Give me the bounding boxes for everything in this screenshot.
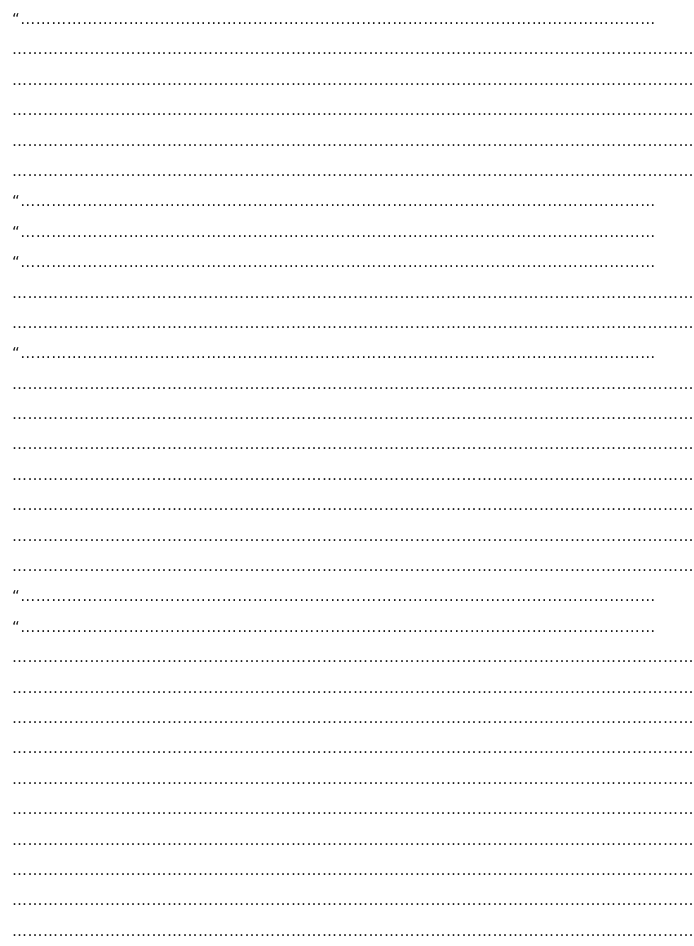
text-line: …………………………………………………………………………………………………………………… — [12, 860, 694, 879]
text-line: …………………………………………………………………………………………………………………… — [12, 678, 694, 697]
text-line: …………………………………………………………………………………………………………………… — [12, 800, 694, 819]
text-line: …………………………………………………………………………………………………………………… — [12, 769, 694, 788]
text-line: …………………………………………………………………………………………………………………… — [12, 557, 694, 576]
text-line: …………………………………………………………………………………………………………………… — [12, 708, 694, 727]
text-line: …………………………………………………………………………………………………………………… — [12, 374, 694, 393]
text-line: …………………………………………………………………………………………………………………… — [12, 70, 694, 89]
text-line: …………………………………………………………………………………………………………………… — [12, 161, 694, 180]
text-line: …………………………………………………………………………………………………………………… — [12, 830, 694, 849]
text-line: …………………………………………………………………………………………………………………… — [12, 921, 694, 940]
text-line: …………………………………………………………………………………………………………………… — [12, 283, 694, 302]
text-line: …………………………………………………………………………………………………………………… — [12, 496, 694, 515]
text-line: …………………………………………………………………………………………………………………… — [12, 101, 694, 120]
text-line: “…………………………………………………………………………………………………………… — [12, 222, 656, 241]
text-line: …………………………………………………………………………………………………………………… — [12, 435, 694, 454]
text-line: “…………………………………………………………………………………………………………… — [12, 10, 656, 28]
text-line: “…………………………………………………………………………………………………………… — [12, 192, 656, 211]
text-line: …………………………………………………………………………………………………………………… — [12, 40, 694, 59]
text-line: …………………………………………………………………………………………………………………… — [12, 891, 694, 910]
text-line: “…………………………………………………………………………………………………………… — [12, 253, 656, 272]
text-line: “…………………………………………………………………………………………………………… — [12, 587, 656, 606]
text-line: …………………………………………………………………………………………………………………… — [12, 648, 694, 667]
text-line: …………………………………………………………………………………………………………………… — [12, 313, 694, 332]
text-line: …………………………………………………………………………………………………………………… — [12, 131, 694, 150]
text-line: …………………………………………………………………………………………………………………… — [12, 465, 694, 484]
text-line: “…………………………………………………………………………………………………………… — [12, 617, 656, 636]
text-line: …………………………………………………………………………………………………………………… — [12, 405, 694, 424]
text-line: …………………………………………………………………………………………………………………… — [12, 739, 694, 758]
text-line: …………………………………………………………………………………………………………………… — [12, 526, 694, 545]
text-line: “…………………………………………………………………………………………………………… — [12, 344, 656, 363]
